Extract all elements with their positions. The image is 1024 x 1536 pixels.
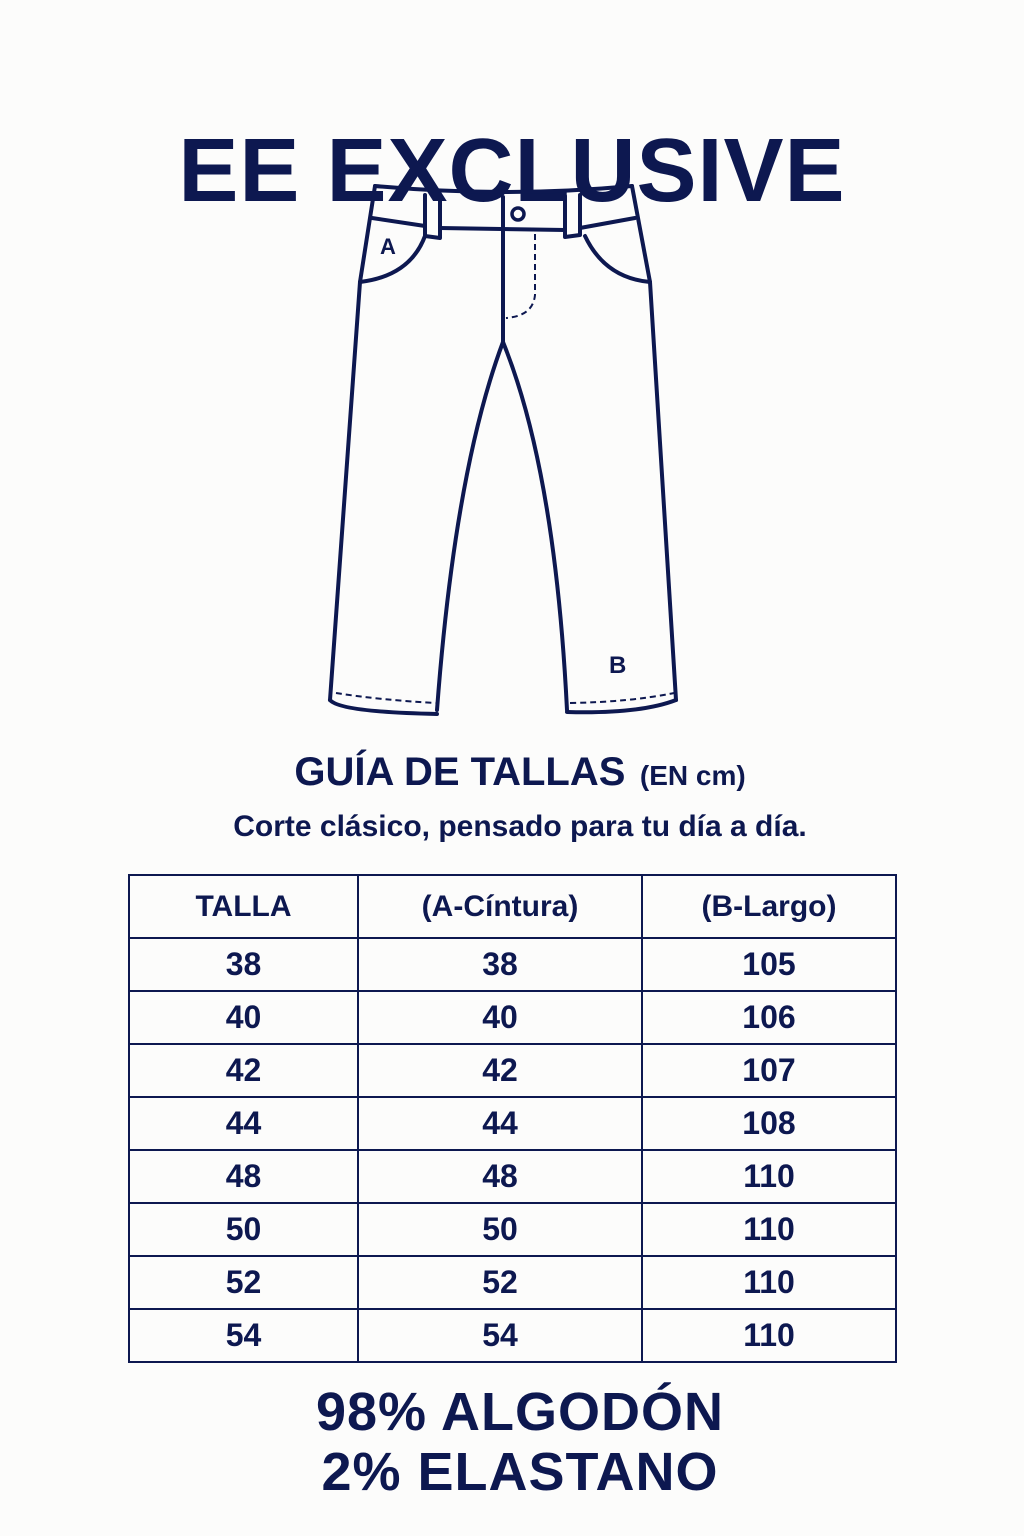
table-header-row — [129, 875, 896, 938]
table-row — [129, 1309, 896, 1362]
cell-cintura: 48 — [358, 1150, 642, 1203]
size-guide-title: GUÍA DE TALLAS — [294, 750, 626, 794]
table-row — [129, 938, 896, 991]
cell-largo: 110 — [642, 1309, 896, 1362]
cell-talla: 44 — [129, 1097, 358, 1150]
cell-cintura: 40 — [358, 991, 642, 1044]
cell-cintura: 44 — [358, 1097, 642, 1150]
cell-largo: 108 — [642, 1097, 896, 1150]
table-row — [129, 1203, 896, 1256]
cell-talla: 38 — [129, 938, 358, 991]
cell-talla: 50 — [129, 1203, 358, 1256]
table-row — [129, 1150, 896, 1203]
table-row — [129, 1044, 896, 1097]
size-table — [128, 874, 897, 1363]
cell-cintura: 54 — [358, 1309, 642, 1362]
cell-largo: 105 — [642, 938, 896, 991]
composition-elastane: 2% ELASTANO — [321, 1442, 719, 1502]
cell-largo: 110 — [642, 1256, 896, 1309]
label-a: A — [380, 234, 396, 259]
cell-largo: 110 — [642, 1150, 896, 1203]
label-b: B — [609, 652, 627, 679]
brand-title: EE EXCLUSIVE — [178, 121, 846, 222]
header-talla: TALLA — [129, 875, 358, 938]
cell-talla: 48 — [129, 1150, 358, 1203]
cell-cintura: 50 — [358, 1203, 642, 1256]
fabric-composition — [0, 1382, 1024, 1502]
cell-cintura: 52 — [358, 1256, 642, 1309]
cell-talla: 54 — [129, 1309, 358, 1362]
cell-talla: 52 — [129, 1256, 358, 1309]
cell-talla: 42 — [129, 1044, 358, 1097]
pants-diagram-icon — [320, 170, 700, 730]
cell-largo: 110 — [642, 1203, 896, 1256]
header-largo: (B-Largo) — [642, 875, 896, 938]
composition-cotton: 98% ALGODÓN — [315, 1382, 725, 1442]
table-row — [129, 1097, 896, 1150]
cell-largo: 106 — [642, 991, 896, 1044]
size-guide-subtitle: Corte clásico, pensado para tu día a día. — [233, 810, 807, 843]
header-cintura: (A-Cíntura) — [358, 875, 642, 938]
size-guide-unit: (EN cm) — [639, 760, 746, 791]
cell-cintura: 38 — [358, 938, 642, 991]
cell-talla: 40 — [129, 991, 358, 1044]
table-row — [129, 991, 896, 1044]
cell-largo: 107 — [642, 1044, 896, 1097]
size-guide-heading — [0, 752, 1024, 792]
table-row — [129, 1256, 896, 1309]
cell-cintura: 42 — [358, 1044, 642, 1097]
